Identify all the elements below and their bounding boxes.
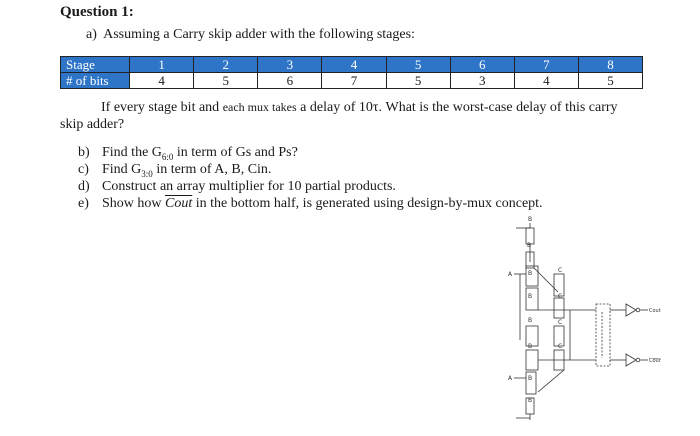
- label-cbar-1: C: [558, 293, 563, 300]
- label-c-2: C: [558, 319, 563, 326]
- stage-cell: 1: [130, 57, 194, 73]
- bits-row: [61, 73, 643, 89]
- label-b-4: B: [528, 375, 533, 382]
- subscript: 3:0: [141, 168, 153, 179]
- label-bbar-4: B: [528, 397, 533, 404]
- stage-cell: 7: [514, 57, 578, 73]
- stage-cell: 6: [450, 57, 514, 73]
- label-bbar-1: B: [527, 242, 532, 249]
- question-text: in term of A, B, Cin.: [152, 162, 272, 177]
- question-list: [78, 144, 543, 212]
- label-cout: Cout: [649, 308, 661, 314]
- mux-circuit-diagram: [498, 212, 678, 424]
- stage-cell: 5: [386, 57, 450, 73]
- stage-table: [60, 56, 643, 89]
- label-a: A: [508, 375, 513, 382]
- label-bbar-2: B: [528, 293, 533, 300]
- question-e: [78, 195, 543, 212]
- question-text: Find the G: [102, 145, 162, 160]
- question-title: Question 1:: [60, 4, 134, 20]
- label-bbar-3: B: [528, 343, 533, 350]
- bits-row-label: # of bits: [61, 73, 130, 89]
- paragraph-text: If every stage bit and: [101, 100, 223, 115]
- bits-cell: 3: [450, 73, 514, 89]
- bits-cell: 4: [130, 73, 194, 89]
- stage-cell: 8: [578, 57, 642, 73]
- question-text: Find G: [102, 162, 142, 177]
- question-d: [78, 178, 543, 195]
- label-cbar-2: C: [558, 343, 563, 350]
- stage-row-label: Stage: [61, 57, 130, 73]
- bits-cell: 6: [258, 73, 322, 89]
- stage-cell: 3: [258, 57, 322, 73]
- part-a-text: a) Assuming a Carry skip adder with the following stages:: [86, 27, 415, 42]
- label-b-2: B: [528, 270, 533, 277]
- label-abar: A: [508, 271, 513, 278]
- label-c-1: C: [558, 267, 563, 274]
- question-text: Construct an array multiplier for 10 partial products.: [102, 179, 396, 194]
- subscript: 6:0: [161, 151, 174, 162]
- stage-row: [61, 57, 643, 73]
- paragraph-line-1: [101, 100, 618, 116]
- label-b-top: B: [528, 216, 533, 223]
- question-text: in term of Gs and Ps?: [173, 145, 298, 160]
- paragraph-line-2: skip adder?: [60, 117, 125, 132]
- bits-cell: 5: [194, 73, 258, 89]
- question-text: in the bottom half, is generated using design-by-mux concept.: [192, 196, 543, 211]
- label-b-3: B: [528, 317, 533, 324]
- cout-bar-symbol: Cout: [165, 196, 193, 211]
- stage-cell: 4: [322, 57, 386, 73]
- paragraph-small-text: each mux takes: [222, 100, 297, 114]
- question-label: d): [78, 179, 90, 194]
- question-label: c): [78, 162, 89, 177]
- bits-cell: 5: [578, 73, 642, 89]
- question-text: Show how: [102, 196, 166, 211]
- label-cout-bar: Cout: [649, 358, 661, 364]
- stage-cell: 2: [194, 57, 258, 73]
- bits-cell: 7: [322, 73, 386, 89]
- question-b: [78, 144, 543, 161]
- bits-cell: 4: [514, 73, 578, 89]
- question-label: e): [78, 196, 89, 211]
- bits-cell: 5: [386, 73, 450, 89]
- question-label: b): [78, 145, 90, 160]
- paragraph-text: a delay of 10τ. What is the worst-case delay of this carry: [296, 100, 618, 115]
- question-c: [78, 161, 543, 178]
